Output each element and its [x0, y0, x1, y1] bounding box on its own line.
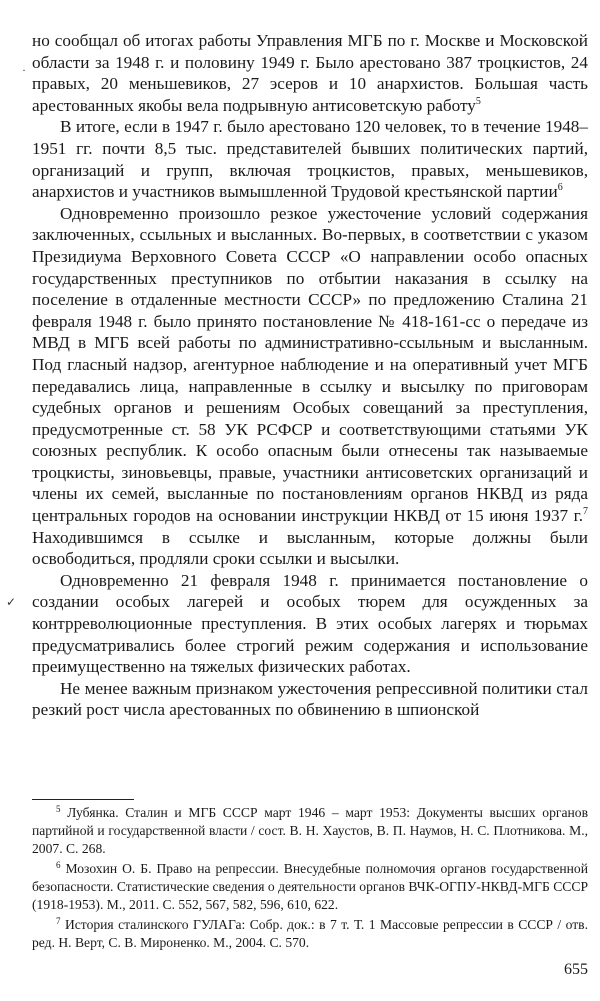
paragraph-2 [32, 116, 588, 202]
footnote-ref-7[interactable]: 7 [583, 506, 588, 518]
paragraph-text: но сообщал об итогах работы Управления МГБ по г. Москве и Московской области за 1948 г. и половину 1949 г. Было арестовано 387 троцкистов, 24 правых, 20 меньшевиков, 27 эсеров и 10 анархистов. Большая часть арестованных якобы вела подрывную антисоветскую работу [32, 31, 588, 115]
footnote-divider [32, 799, 134, 800]
paragraph-text: Одновременно 21 февраля 1948 г. принимается постановление о создании особых лагерей и особых тюрем для осужденных за контрреволюционные преступления. В этих особых лагерях и тюрьмах предусматривались более строгий режим содержания и использование преимущественно на тяжелых физических работах. [32, 570, 588, 677]
margin-check-mark: ✓ [6, 595, 17, 609]
margin-dot-mark: · [22, 63, 26, 77]
page-number: 655 [564, 961, 588, 978]
main-text [32, 30, 588, 721]
footnote-number: 5 [56, 804, 61, 814]
paragraph-3 [32, 203, 588, 570]
footnotes [32, 804, 588, 954]
paragraph-text: В итоге, если в 1947 г. было арестовано 120 человек, то в течение 1948–1951 гг. почти 8,5 тыс. представителей бывших политических партий, организаций и групп, включая троцкистов, правых, меньшевиков, анархистов и участников вымышленной Трудовой крестьянской партии [32, 117, 588, 202]
footnote-number: 6 [56, 860, 61, 870]
footnote-text: Лубянка. Сталин и МГБ СССР март 1946 – март 1953: Документы высших органов партийной и государственной власти / сост. В. Н. Хаустов, В. П. Наумов, Н. С. Плотникова. М., 2007. С. 268. [32, 805, 588, 856]
footnote-5 [32, 804, 588, 858]
paragraph-4 [32, 570, 588, 678]
paragraph-text: Одновременно произошло резкое ужесточение условий содержания заключенных, ссыльных и высланных. Во-первых, в соответствии с указом Президиума Верховного Совета СССР «О направлении особо опасных государственных преступников по отбытии наказания в ссылку на поселение в отдаленные местности СССР» по предложению Сталина 21 февраля 1948 г. было принято постановление № 418-161-сс о передаче из МВД в МГБ всей работы по административно-ссыльным и высланным. Под гласный надзор, агентурное наблюдение и на оперативный учет МГБ передавались лица, направленные в ссылку и высылку по приговорам судебных органов и решениям Особых совещаний за преступления, предусмотренные ст. 58 УК РСФСР и соответствующими статьями УК союзных республик. К особо опасным были отнесены так называемые троцкисты, зиновьевцы, правые, участники антисоветских организаций и члены их семей, высланные по постановлениям органов НКВД из ряда центральных городов на основании инструкции НКВД от 15 июня 1937 г. [32, 203, 588, 526]
footnote-ref-5[interactable]: 5 [475, 95, 481, 107]
paragraph-5 [32, 678, 588, 721]
footnote-6 [32, 860, 588, 914]
footnote-text: История сталинского ГУЛАГа: Собр. док.: в 7 т. Т. 1 Массовые репрессии в СССР / отв. ред. Н. Верт, С. В. Мироненко. М., 2004. С. 570. [32, 917, 588, 950]
paragraph-text-tail: Находившимся в ссылке и высланным, которые должны были освободиться, продляли сроки ссылки и высылки. [32, 527, 588, 569]
paragraph-text: Не менее важным признаком ужесточения репрессивной политики стал резкий рост числа арестованных по обвинению в шпионской [32, 678, 588, 720]
footnote-number: 7 [56, 916, 61, 926]
footnote-7 [32, 916, 588, 952]
footnote-ref-6[interactable]: 6 [557, 182, 563, 194]
footnote-text: Мозохин О. Б. Право на репрессии. Внесудебные полномочия органов государственной безопасности. Статистические сведения о деятельности органов ВЧК-ОГПУ-НКВД-МГБ СССР (1918-1953). М., 2011. С. 552, 567, 582, 596, 610, 622. [32, 861, 589, 912]
paragraph-1 [32, 30, 588, 116]
